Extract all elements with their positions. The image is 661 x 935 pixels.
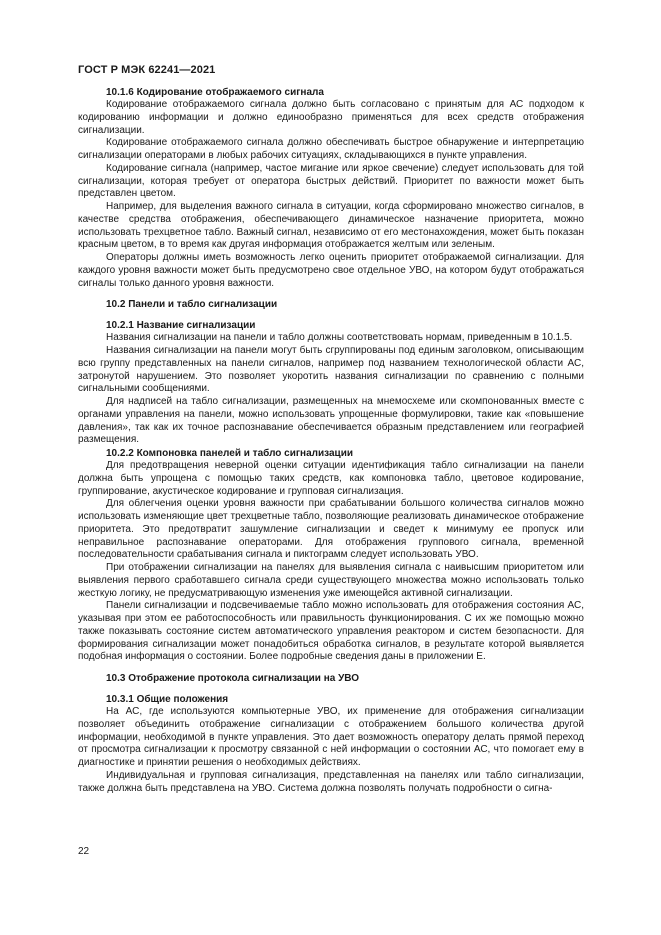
section-title-10-2: 10.2 Панели и табло сигнализации [106,299,278,311]
paragraph: Индивидуальная и групповая сигнализация, представленная на панелях или табло сигнализации, также должна быть представлена на УВО. Система должна позволять получать подробности о сигна- [78,769,584,794]
paragraph: Панели сигнализации и подсвечиваемые табло можно использовать для отображения состояния АС, указывая при этом ее работоспособность или правильность функционирования. С их же помощью можно также показывать состояние систем автоматического управления реактором и систем безопасности. Для формирования сигнализации может понадобиться обработка сигналов, в результате которой выявляется подобная информация о состоянии. Более подробные сведения даны в приложении Е. [78,600,584,663]
page-number: 22 [78,846,90,857]
paragraph: При отображении сигнализации на панелях для выявления сигнала с наивысшим приоритетом или выявления первого сработавшего сигнала среди существующего множества можно использовать только жесткую логику, не предусматривающую изменения уже имеющейся активной сигнализации. [78,562,584,599]
section-title-10-1-6: 10.1.6 Кодирование отображаемого сигнала [106,87,324,98]
section-title-10-2-2: 10.2.2 Компоновка панелей и табло сигнализации [106,448,353,459]
paragraph: Например, для выделения важного сигнала в ситуации, когда сформировано множество сигналов, в качестве средства отображения, обеспечивающего динамическое назначение приоритета, можно использовать трехцветное табло. Важный сигнал, независимо от его местонахождения, может быть показан красным цветом, в то время как другая информация отображается желтым или зеленым. [78,201,584,251]
paragraph: Для облегчения оценки уровня важности при срабатывании большого количества сигналов можно использовать изменяющие цвет трехцветные табло, позволяющие реализовать динамическое отображение приоритета. Это предотвратит зашумление сигнализации и сведет к минимуму ее пропуск или неправильное распознавание операторами. Для отображения группового сигнала, временной последовательности срабатывания сигнала и пиктограмм следует использовать УВО. [78,498,584,561]
paragraph: Названия сигнализации на панели могут быть сгруппированы под единым заголовком, описывающим всю группу представленных на панели сигналов, например под названием технологической области АС, затронутой нарушением. Это позволяет укоротить названия сигнализации по сравнению с полными сигнальными сообщениями. [78,345,584,395]
paragraph: Для предотвращения неверной оценки ситуации идентификация табло сигнализации на панели должна быть упрощена с помощью таких средств, как компоновка табло, цветовое кодирование, группирование, акустическое кодирование и групповая сигнализация. [78,460,584,497]
paragraph: Кодирование сигнала (например, частое мигание или яркое свечение) следует использовать для той сигнализации, которая требует от оператора быстрых действий. Приоритет по важности может быть представлен цветом. [78,162,584,200]
paragraph: Названия сигнализации на панели и табло должны соответствовать нормам, приведенным в 10.1.5. [106,332,573,344]
paragraph: Кодирование отображаемого сигнала должно быть согласовано с принятым для АС подходом к кодированию информации и должно единообразно применяться для всех средств отображения сигнализации. [78,99,584,136]
paragraph: На АС, где используются компьютерные УВО, их применение для отображения сигнализации позволяет объединить отображение сигнализации с отображением большого количества другой информации, необходимой в пункте управления. Это дает возможность оператору делать прямой переход от просмотра сигнализации к просмотру связанной с ней информации о состоянии АС, что помогает ему в диагностике и принятии решения о необходимых действиях. [78,706,584,768]
page-body [78,86,584,795]
document-code-header: ГОСТ Р МЭК 62241—2021 [78,64,216,76]
paragraph: Операторы должны иметь возможность легко оценить приоритет отображаемой сигнализации. Для каждого уровня важности может быть предусмотрено свое отдельное УВО, на котором будут отображаться сигналы только данного уровня важности. [78,252,584,289]
section-title-10-3: 10.3 Отображение протокола сигнализации на УВО [106,673,360,684]
paragraph: Кодирование отображаемого сигнала должно обеспечивать быстрое обнаружение и интерпретацию сигнализации операторами в любых рабочих ситуациях, складывающихся в пункте управления. [78,137,584,161]
section-title-10-3-1: 10.3.1 Общие положения [106,694,229,705]
section-title-10-2-1: 10.2.1 Название сигнализации [106,320,256,332]
paragraph: Для надписей на табло сигнализации, размещенных на мнемосхеме или скомпонованных вместе с органами управления на панели, можно использовать упрощенные формулировки, такие как «повышение давления», так как их точное распознавание обеспечивается образным представлением или географией размещения. [78,396,584,446]
